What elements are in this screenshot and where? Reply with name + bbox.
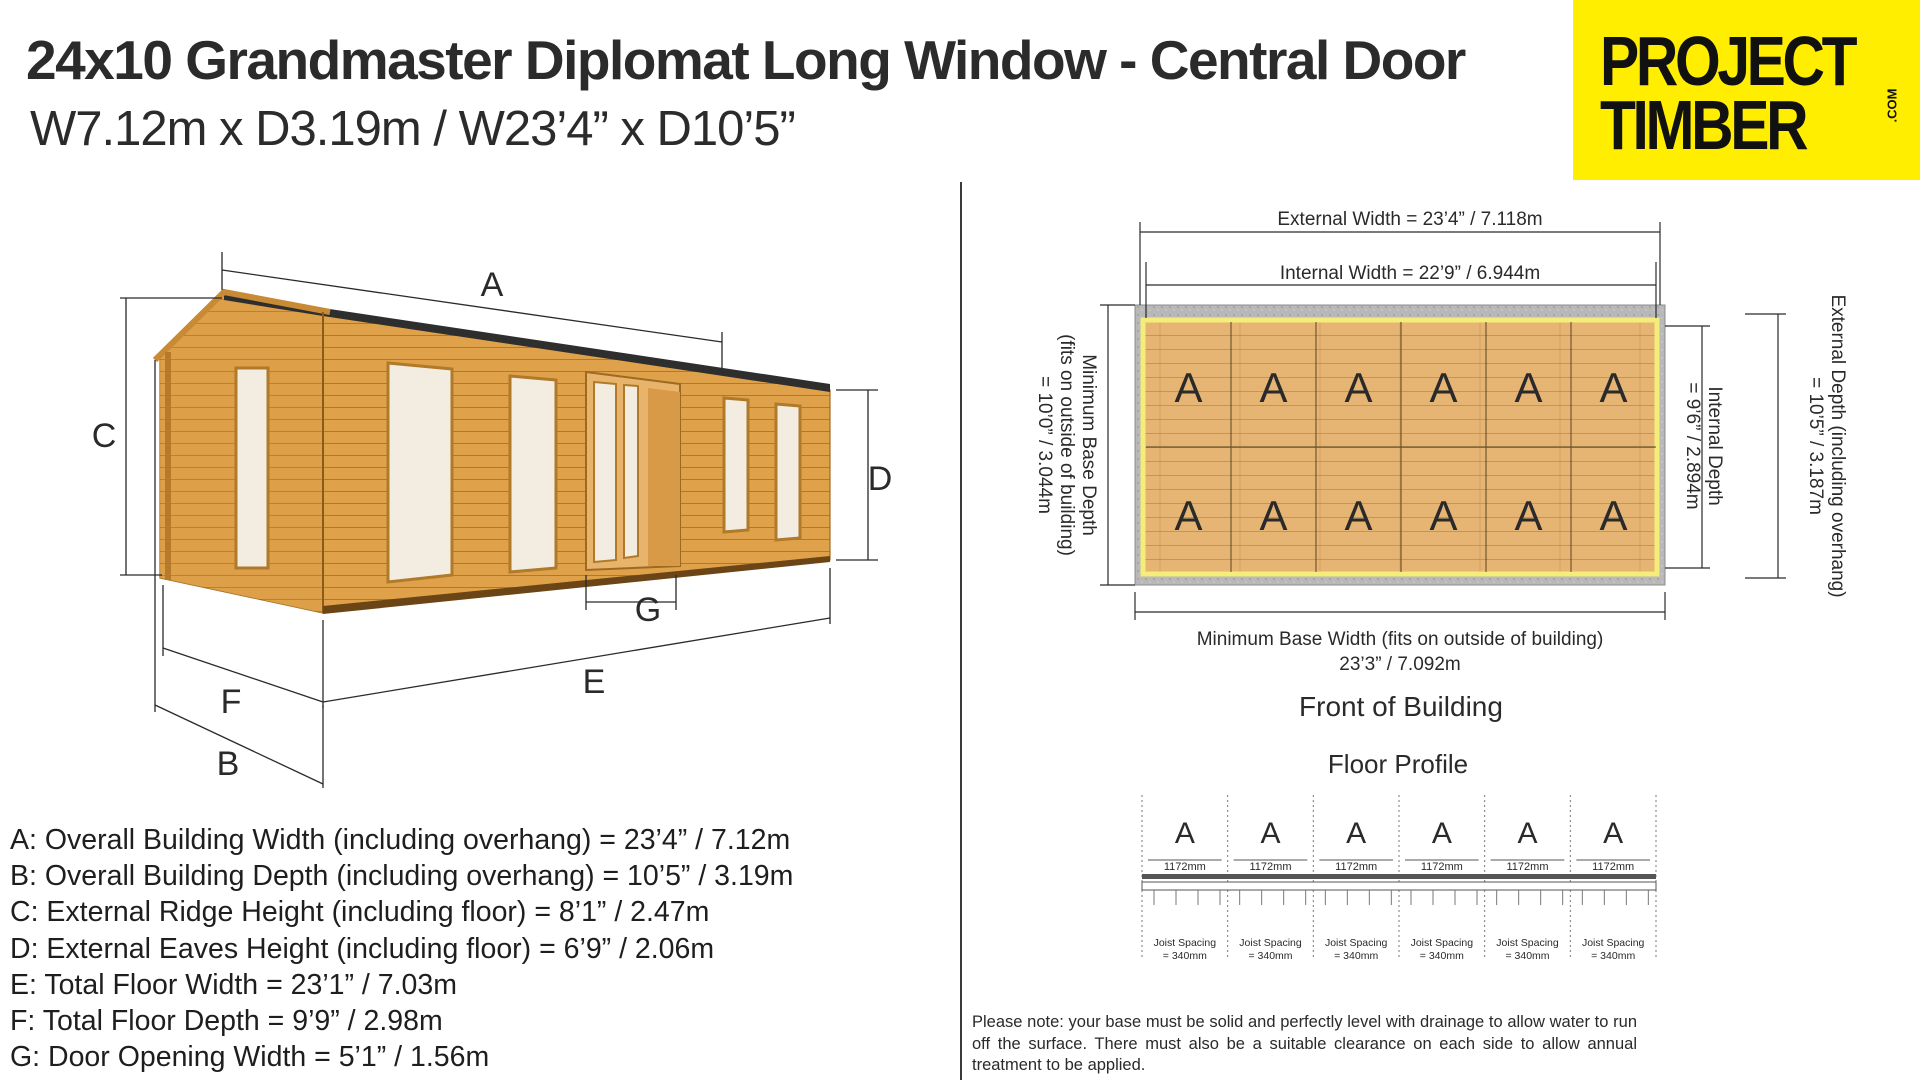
external-width-label: External Width = 23’4” / 7.118m <box>1277 209 1543 230</box>
plan-panel-label: A <box>1259 364 1288 411</box>
plan-panel-label: A <box>1599 492 1628 539</box>
label-d: D <box>867 460 893 498</box>
profile-panel-width: 1172mm <box>1506 861 1549 873</box>
profile-panel-label: A <box>1346 817 1367 850</box>
min-base-depth-line2: (fits on outside of building) <box>1056 334 1077 556</box>
label-c: C <box>91 417 117 455</box>
profile-panel-width: 1172mm <box>1163 861 1206 873</box>
min-base-width-line2: 23’3” / 7.092m <box>1339 654 1461 675</box>
dimension-legend <box>10 822 793 1075</box>
logo-suffix: .COM <box>1884 88 1900 123</box>
profile-panel-width: 1172mm <box>1335 861 1378 873</box>
internal-depth-line1: Internal Depth <box>1704 386 1725 506</box>
legend-item-a: A: Overall Building Width (including overhang) = 23’4” / 7.12m <box>10 824 791 856</box>
profile-panel-width: 1172mm <box>1249 861 1292 873</box>
profile-panel-label: A <box>1517 817 1538 850</box>
floor-profile-title: Floor Profile <box>1327 749 1469 779</box>
legend-item-g: G: Door Opening Width = 5’1” / 1.56m <box>10 1041 490 1074</box>
profile-panel-label: A <box>1603 817 1624 850</box>
profile-joist-label: Joist Spacing <box>1496 937 1559 949</box>
internal-width-label: Internal Width = 22’9” / 6.944m <box>1279 263 1541 284</box>
plan-panel-label: A <box>1514 364 1543 411</box>
profile-joist-value: = 340mm <box>1248 950 1293 962</box>
profile-joist-label: Joist Spacing <box>1581 937 1645 949</box>
plan-panel-label: A <box>1174 364 1203 411</box>
min-base-depth-line1: Minimum Base Depth <box>1078 354 1099 536</box>
label-g: G <box>634 591 662 629</box>
profile-joist-label: Joist Spacing <box>1324 937 1388 949</box>
floor-profile <box>1142 749 1656 962</box>
plan-panel-label: A <box>1514 492 1543 539</box>
building-illustration <box>155 292 830 614</box>
front-of-building-label: Front of Building <box>1299 691 1503 722</box>
label-e: E <box>582 663 606 701</box>
label-f: F <box>220 683 242 721</box>
plan-panel-label: A <box>1429 492 1458 539</box>
plan-panel-label: A <box>1174 492 1203 539</box>
profile-joist-value: = 340mm <box>1334 950 1379 962</box>
label-a: A <box>480 266 504 304</box>
profile-joist-label: Joist Spacing <box>1153 937 1217 949</box>
profile-board <box>1142 874 1656 879</box>
profile-panel-label: A <box>1431 817 1452 850</box>
plan-panel-label: A <box>1344 364 1373 411</box>
page-title: 24x10 Grandmaster Diplomat Long Window - Central Door <box>26 29 1465 91</box>
label-b: B <box>216 745 240 783</box>
profile-joist-value: = 340mm <box>1505 950 1550 962</box>
logo-line-1: PROJECT <box>1600 22 1855 100</box>
internal-depth-line2: = 9’6” / 2.894m <box>1682 382 1703 510</box>
base-note: Please note: your base must be solid and perfectly level with drainage to allow water to run off the surface. There must also be a suitable clearance on each side to allow annual treatment to be applied. <box>972 1013 1637 1074</box>
external-depth-line1: External Depth (including overhang) <box>1827 294 1848 598</box>
plan-panel-label: A <box>1259 492 1288 539</box>
profile-joist-value: = 340mm <box>1162 950 1207 962</box>
profile-joist-value: = 340mm <box>1591 950 1636 962</box>
profile-joist-label: Joist Spacing <box>1239 937 1302 949</box>
profile-panel-width: 1172mm <box>1420 861 1463 873</box>
plan-panel-label: A <box>1429 364 1458 411</box>
external-depth-line2: = 10’5” / 3.187m <box>1805 377 1826 515</box>
plan-view <box>1135 305 1665 585</box>
plan-panel-label: A <box>1344 492 1373 539</box>
legend-item-d: D: External Eaves Height (including floor) = 6’9” / 2.06m <box>10 932 715 965</box>
min-base-depth-line3: = 10’0” / 3.044m <box>1034 376 1055 514</box>
profile-joist-label: Joist Spacing <box>1410 937 1474 949</box>
page-subtitle: W7.12m x D3.19m / W23’4” x D10’5” <box>30 102 795 156</box>
profile-panel-label: A <box>1260 817 1281 850</box>
legend-item-e: E: Total Floor Width = 23’1” / 7.03m <box>10 968 457 1001</box>
legend-item-b: B: Overall Building Depth (including overhang) = 10’5” / 3.19m <box>10 860 794 893</box>
plan-panel-label: A <box>1599 364 1628 411</box>
logo-line-2: TIMBER <box>1600 86 1806 164</box>
legend-item-f: F: Total Floor Depth = 9’9” / 2.98m <box>10 1004 443 1037</box>
profile-joist-value: = 340mm <box>1419 950 1464 962</box>
profile-panel-label: A <box>1174 817 1195 850</box>
legend-item-c: C: External Ridge Height (including floor) = 8’1” / 2.47m <box>10 896 710 929</box>
min-base-width-line1: Minimum Base Width (fits on outside of building) <box>1196 629 1604 650</box>
profile-panel-width: 1172mm <box>1592 861 1635 873</box>
profile-joist-bar <box>1142 882 1656 890</box>
